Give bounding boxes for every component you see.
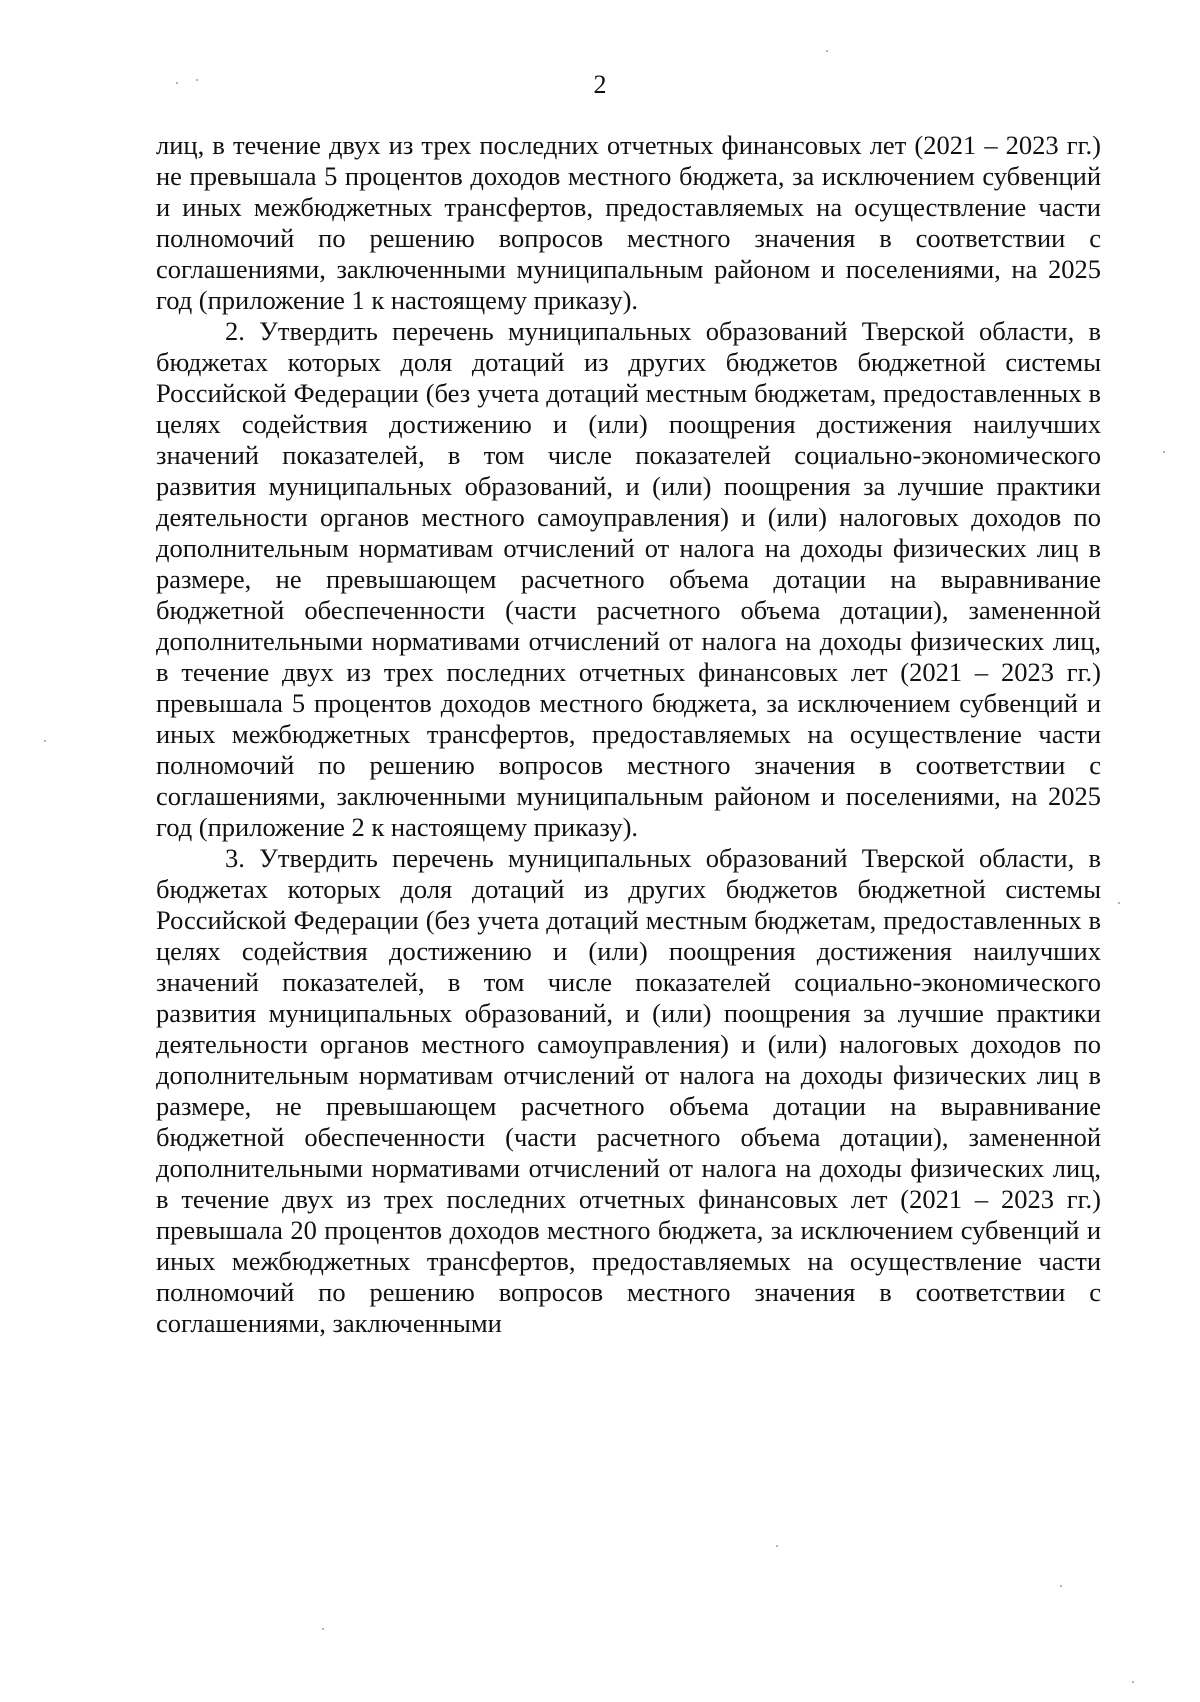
scan-speck — [1163, 451, 1165, 453]
scan-speck — [776, 1545, 778, 1547]
scan-speck — [322, 1628, 324, 1630]
paragraph-1-continuation: лиц, в течение двух из трех последних отчетных финансовых лет (2021 – 2023 гг.) не превышала 5 процентов доходов местного бюджета, за исключением субвенций и иных межбюджетных трансфертов, предоставляемых на осуществление части полномочий по решению вопросов местного значения в соответствии с соглашениями, заключенными муниципальным районом и поселениями, на 2025 год (приложение 1 к настоящему приказу). — [156, 130, 1101, 315]
document-body — [156, 130, 1101, 1339]
paragraph-item-3: 3. Утвердить перечень муниципальных образований Тверской области, в бюджетах которых доля дотаций из других бюджетов бюджетной системы Российской Федерации (без учета дотаций местным бюджетам, предоставленных в целях содействия достижению и (или) поощрения достижения наилучших значений показателей, в том числе показателей социально-экономического развития муниципальных образований, и (или) поощрения за лучшие практики деятельности органов местного самоуправления) и (или) налоговых доходов по дополнительным нормативам отчислений от налога на доходы физических лиц в размере, не превышающем расчетного объема дотации на выравнивание бюджетной обеспеченности (части расчетного объема дотации), замененной дополнительными нормативами отчислений от налога на доходы физических лиц, в течение двух из трех последних отчетных финансовых лет (2021 – 2023 гг.) превышала 20 процентов доходов местного бюджета, за исключением субвенций и иных межбюджетных трансфертов, предоставляемых на осуществление части полномочий по решению вопросов местного значения в соответствии с соглашениями, заключенными — [156, 843, 1101, 1338]
paragraph-item-2: 2. Утвердить перечень муниципальных образований Тверской области, в бюджетах которых доля дотаций из других бюджетов бюджетной системы Российской Федерации (без учета дотаций местным бюджетам, предоставленных в целях содействия достижению и (или) поощрения достижения наилучших значений показателей, в том числе показателей социально-экономического развития муниципальных образований, и (или) поощрения за лучшие практики деятельности органов местного самоуправления) и (или) налоговых доходов по дополнительным нормативам отчислений от налога на доходы физических лиц в размере, не превышающем расчетного объема дотации на выравнивание бюджетной обеспеченности (части расчетного объема дотации), замененной дополнительными нормативами отчислений от налога на доходы физических лиц, в течение двух из трех последних отчетных финансовых лет (2021 – 2023 гг.) превышала 5 процентов доходов местного бюджета, за исключением субвенций и иных межбюджетных трансфертов, предоставляемых на осуществление части полномочий по решению вопросов местного значения в соответствии с соглашениями, заключенными муниципальным районом и поселениями, на 2025 год (приложение 2 к настоящему приказу). — [156, 316, 1101, 842]
scan-speck — [1132, 1681, 1134, 1683]
scan-speck — [826, 50, 828, 52]
page-number: 2 — [593, 70, 607, 99]
scan-speck — [176, 82, 178, 84]
scan-speck — [196, 79, 198, 81]
scan-speck — [44, 740, 46, 742]
scan-speck — [1118, 902, 1120, 904]
scan-speck — [1060, 1585, 1062, 1587]
